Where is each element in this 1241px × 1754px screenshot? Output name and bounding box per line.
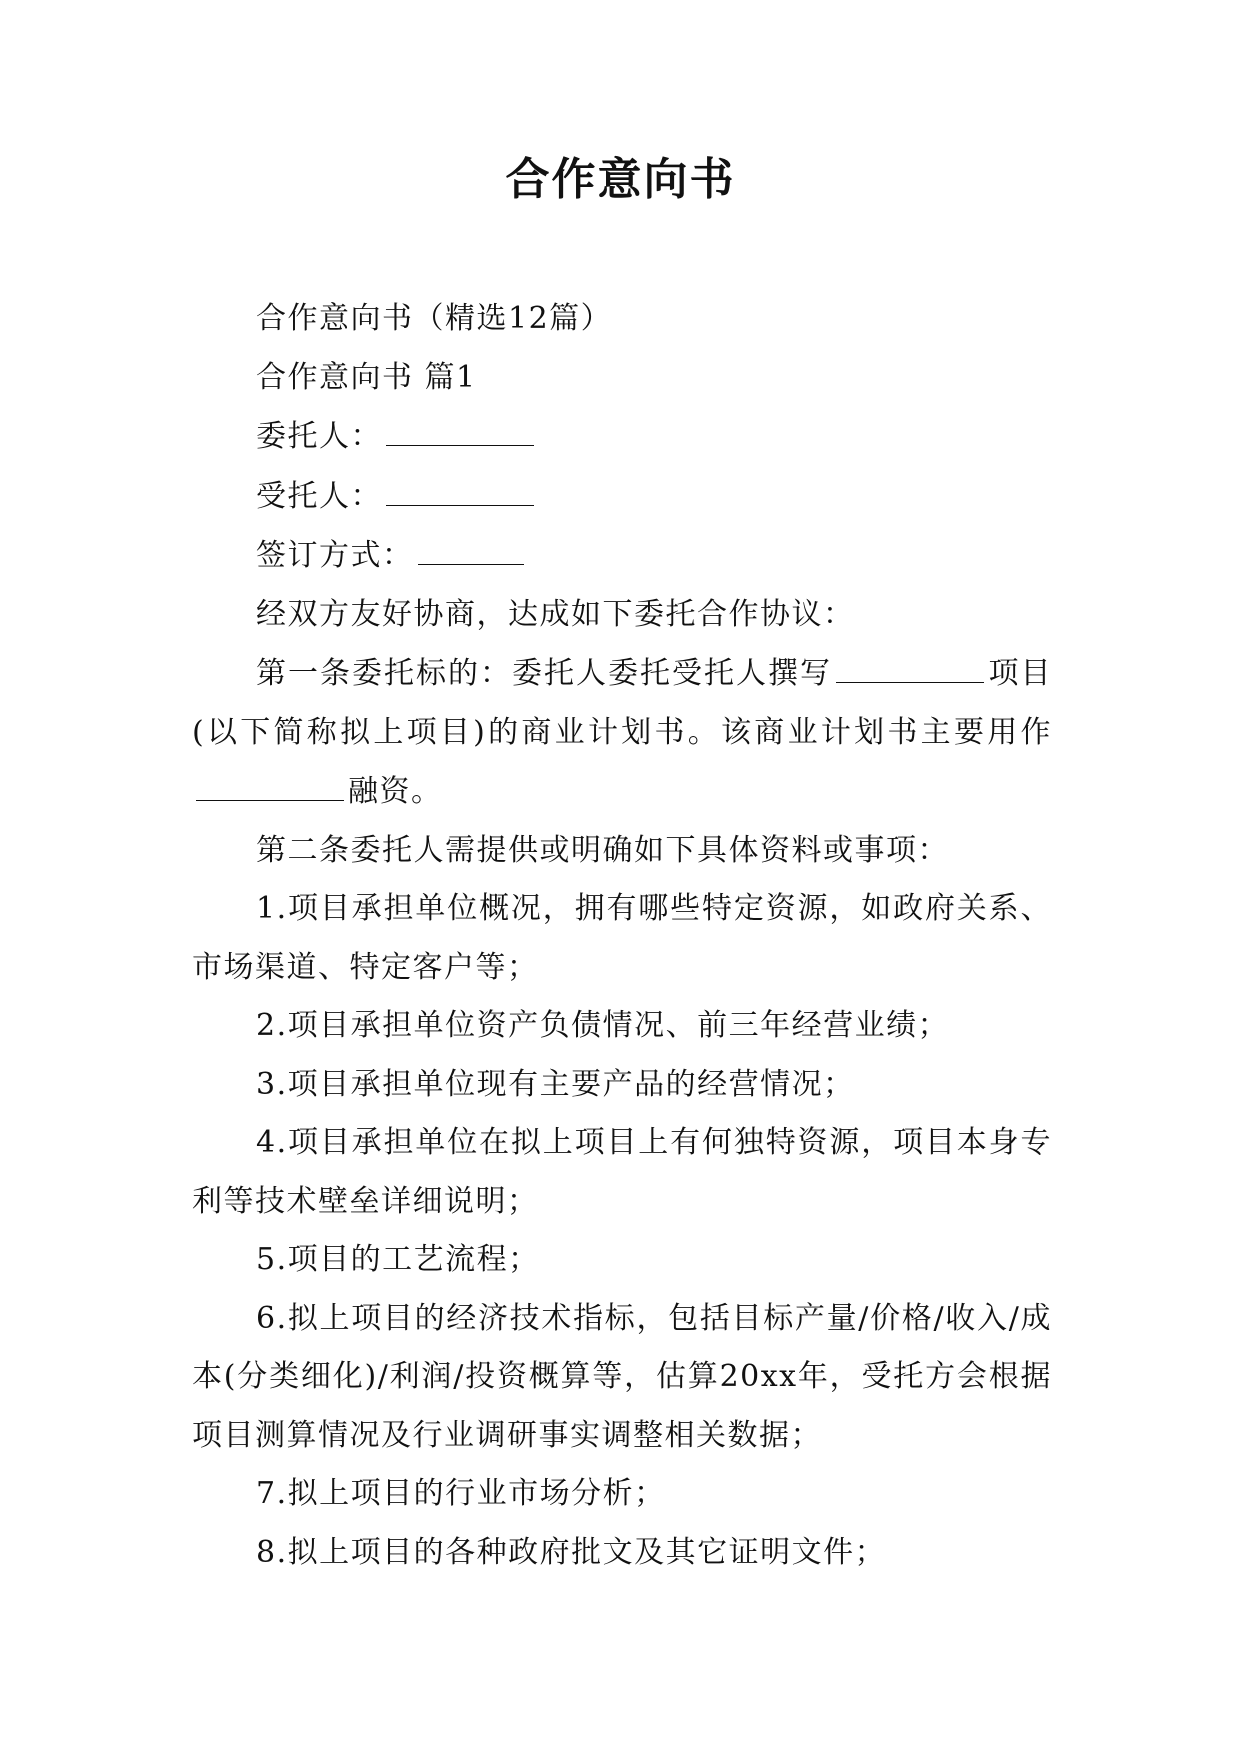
document-title: 合作意向书 [505, 154, 736, 205]
signing-method-blank-line [418, 526, 524, 565]
agent-field [192, 467, 1052, 527]
signing-method-label: 签订方式： [256, 538, 414, 573]
list-item-8: 8.拟上项目的各种政府批文及其它证明文件； [256, 1534, 887, 1570]
list-item-2: 2.项目承担单位资产负债情况、前三年经营业绩； [256, 1008, 950, 1043]
signing-method-field [192, 526, 1052, 586]
principal-label: 委托人： [256, 419, 382, 454]
intro-paragraph: 经双方友好协商，达成如下委托合作协议： [256, 596, 855, 632]
article-1-part-3: 融资。 [348, 774, 443, 809]
list-item-7: 7.拟上项目的行业市场分析； [256, 1476, 666, 1511]
article-1-part-1: 第一条委托标的：委托人委托受托人撰写 [256, 656, 832, 691]
document-subtitle: 合作意向书（精选12篇） [256, 301, 613, 336]
document-body [192, 290, 1052, 1582]
principal-field [192, 407, 1052, 467]
list-item-5: 5.项目的工艺流程； [256, 1242, 540, 1277]
list-item-1: 1.项目承担单位概况，拥有哪些特定资源，如政府关系、市场渠道、特定客户等； [192, 891, 1052, 985]
article-1 [192, 644, 1052, 822]
principal-blank-line [386, 407, 534, 446]
list-item-3: 3.项目承担单位现有主要产品的经营情况； [256, 1066, 855, 1102]
article-2-heading: 第二条委托人需提供或明确如下具体资料或事项： [256, 832, 949, 868]
project-name-blank-line [836, 644, 984, 683]
list-item-6: 6.拟上项目的经济技术指标，包括目标产量/价格/收入/成本(分类细化)/利润/投资概算等，估算20xx年，受托方会根据项目测算情况及行业调研事实调整相关数据； [192, 1300, 1052, 1453]
agent-blank-line [386, 467, 534, 506]
agent-label: 受托人： [256, 478, 382, 514]
section-heading: 合作意向书 篇1 [256, 359, 477, 395]
article-1-part-2: 项目(以下简称拟上项目)的商业计划书。该商业计划书主要用作 [192, 656, 1052, 750]
financing-blank-line [196, 762, 344, 801]
list-item-4: 4.项目承担单位在拟上项目上有何独特资源，项目本身专利等技术壁垒详细说明； [192, 1125, 1052, 1219]
